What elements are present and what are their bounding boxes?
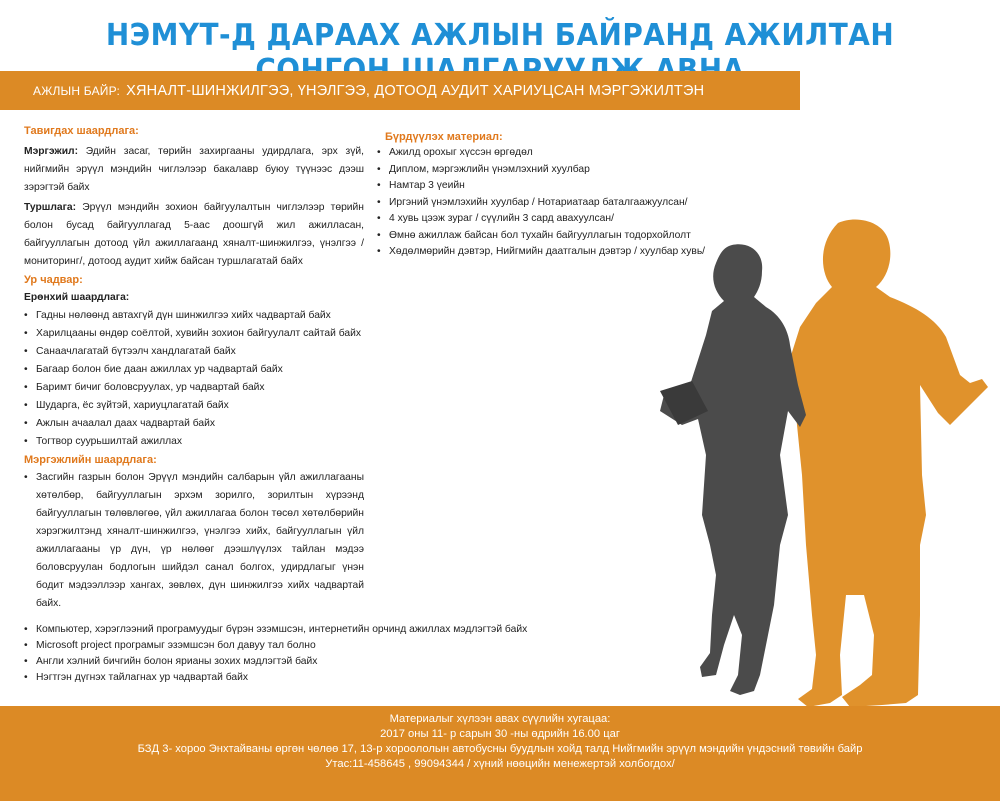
professional-first-list [24, 469, 364, 613]
experience-label: Туршлага: [24, 202, 77, 213]
experience-block [24, 199, 364, 271]
page-title: НЭМҮТ-Д ДАРААХ АЖЛЫН БАЙРАНД АЖИЛТАН [105, 18, 895, 53]
profession-label: Мэргэжил: [24, 146, 78, 157]
list-item: • Гадны нөлөөнд автахгүй дүн шинжилгээ хийх чадвартай байх [24, 307, 364, 325]
footer-contact: Утас:11-458645 , 99094344 / хүний нөөцийн менежертэй холбогдох/ [325, 758, 675, 770]
list-item: • Багаар болон бие даан ажиллах ур чадвартай байх [24, 361, 364, 379]
list-item: • Компьютер, хэрэглээний програмуудыг бүрэн эзэмшсэн, интернетийн орчинд ажиллах мэдлэгтэй байх [24, 622, 624, 638]
job-title-banner [0, 71, 800, 110]
footer-deadline-date: 2017 оны 11- р сарын 30 -ны өдрийн 16.00 цаг [380, 728, 620, 740]
list-item: • Харилцааны өндөр соёлтой, хувийн зохион байгуулалт сайтай байх [24, 325, 364, 343]
list-item: • Засгийн газрын болон Эрүүл мэндийн салбарын үйл ажиллагааны хөтөлбөр, байгууллагын эрхэм зорилго, зорилтын хүрээнд байгууллагын төлөвлөгөө, үйл ажиллагаа болон төсөл хөтөлбөрийн хэрэгжилтэнд хяналт-шинжилгээ, үнэлгээ хийх, байгууллагын үйл ажиллагааны үр дүн, үр нөлөөг дээшлүүлэх тайлан мэдээ боловсруулан бодлогын шийдэл санал болгох, удирдлагыг үнэн бодит мэдээллээр хангах, зөвлөх, дүн шинжилгээ хийх чадвартай байх. [24, 469, 364, 613]
list-item: • Намтар 3 үеийн [377, 178, 737, 195]
requirements-column [24, 122, 364, 613]
job-label: АЖЛЫН БАЙР: [33, 83, 121, 98]
list-item: • Нэгтгэн дүгнэх тайлагнах ур чадвартай байх [24, 670, 624, 686]
professional-list [24, 622, 624, 686]
list-item: • Иргэний үнэмлэхийн хуулбар / Нотариатаар баталгаажуулсан/ [377, 195, 737, 212]
list-item: • Баримт бичиг боловсруулах, ур чадвартай байх [24, 379, 364, 397]
professional-heading: Мэргэжлийн шаардлага: [24, 454, 157, 466]
business-people-illustration [620, 215, 990, 715]
profession-block [24, 143, 364, 197]
list-item: • Ажилд орохыг хүссэн өргөдөл [377, 145, 737, 162]
requirements-heading: Тавигдах шаардлага: [24, 125, 139, 137]
materials-heading: Бүрдүүлэх материал: [385, 131, 503, 143]
list-item: • Тогтвор суурьшилтай ажиллах [24, 433, 364, 451]
general-list [24, 307, 364, 451]
footer-address: БЗД 3- хороо Энхтайваны өргөн чөлөө 17, 13-р хороололын автобусны буудлын хойд талд Нийгмийн эрүүл мэндийн үндэсний төвийн байр [137, 743, 863, 755]
list-item: • Өмнө ажиллаж байсан бол тухайн байгууллагын тодорхойлолт [377, 228, 737, 245]
job-value: ХЯНАЛТ-ШИНЖИЛГЭЭ, ҮНЭЛГЭЭ, ДОТООД АУДИТ ХАРИУЦСАН МЭРГЭЖИЛТЭН [126, 82, 705, 99]
profession-text: Эдийн засаг, төрийн захиргааны удирдлага, эрх зүй, нийгмийн эрүүл мэндийн чиглэлээр бакалавр буюу түүнээс дээш зэрэгтэй байх [24, 146, 364, 193]
list-item: • Хөдөлмөрийн дэвтэр, Нийгмийн даатгалын дэвтэр / хуулбар хувь/ [377, 244, 737, 261]
businesswoman-silhouette [660, 244, 806, 695]
list-item: • Санаачлагатай бүтээлч хандлагатай байх [24, 343, 364, 361]
list-item: • Диплом, мэргэжлийн үнэмлэхний хуулбар [377, 162, 737, 179]
list-item: • Англи хэлний бичгийн болон ярианы зохих мэдлэгтэй байх [24, 654, 624, 670]
general-heading: Ерөнхий шаардлага: [24, 292, 130, 303]
list-item: • Шударга, ёс зүйтэй, хариуцлагатай байх [24, 397, 364, 415]
footer-banner [0, 706, 1000, 801]
skills-heading: Ур чадвар: [24, 274, 83, 286]
footer-deadline-label: Материалыг хүлээн авах сүүлийн хугацаа: [389, 713, 611, 725]
businessman-silhouette [784, 220, 988, 707]
experience-text: Эрүүл мэндийн зохион байгуулалтын чиглэлээр төрийн болон бусад байгууллагад 5-аас доошгүй жил ажилласан, байгууллагын дотоод үйл ажиллагаанд хяналт-шинжилгээ, үнэлгээ /мониторинг/, дотоод аудит хийж байсан туршлагатай байх [24, 202, 364, 267]
list-item: • Microsoft project програмыг эзэмшсэн бол давуу тал болно [24, 638, 624, 654]
list-item: • 4 хувь цээж зураг / сүүлийн 3 сард авахуулсан/ [377, 211, 737, 228]
list-item: • Ажлын ачаалал даах чадвартай байх [24, 415, 364, 433]
